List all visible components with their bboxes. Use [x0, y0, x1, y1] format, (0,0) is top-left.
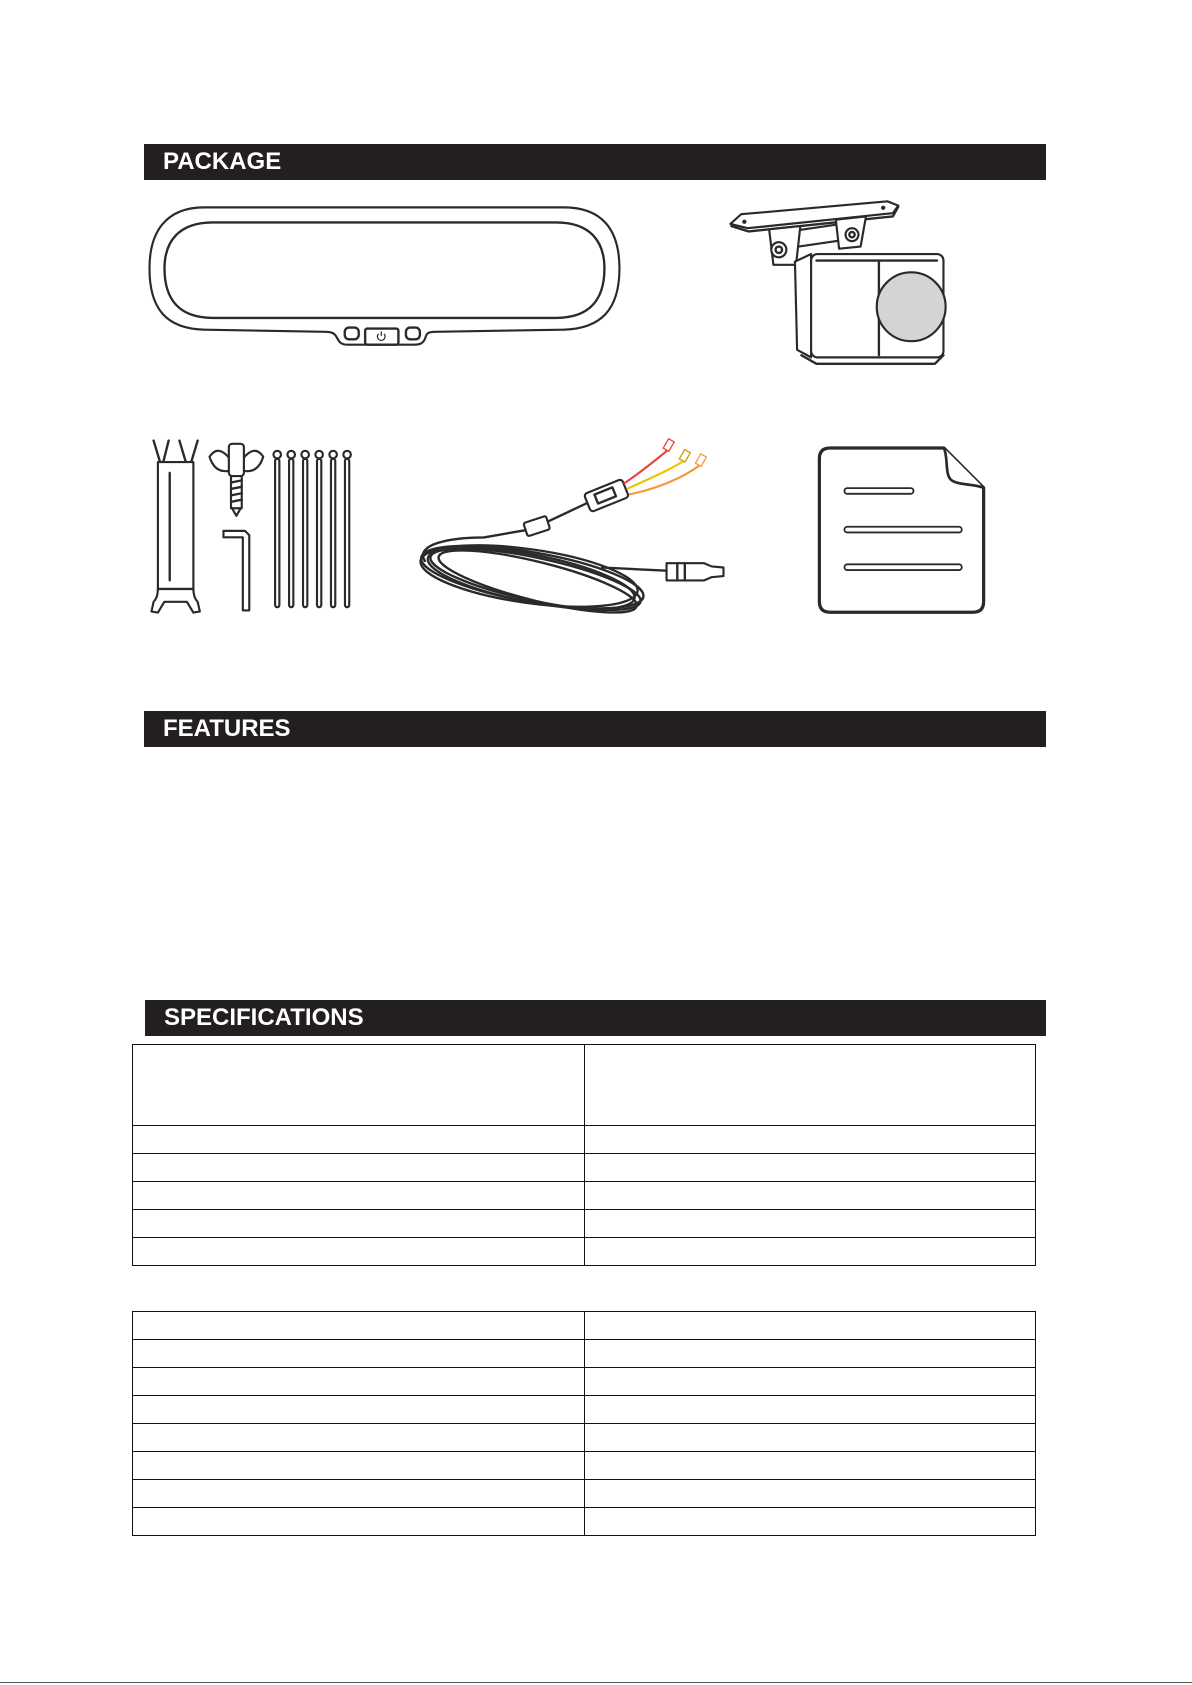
table-row [133, 1396, 1036, 1424]
spec-label-cell [133, 1154, 585, 1182]
spec-table [132, 1311, 1036, 1536]
spec-label-cell [133, 1424, 585, 1452]
fuse-holder [584, 479, 629, 512]
spec-value-cell [585, 1368, 1036, 1396]
spec-value-cell [585, 1126, 1036, 1154]
spec-label-cell [133, 1045, 585, 1126]
specifications-title: SPECIFICATIONS [164, 1004, 364, 1031]
table-row [133, 1182, 1036, 1210]
spec-label-cell [133, 1480, 585, 1508]
manual-text-lines [847, 491, 959, 567]
table-row [133, 1312, 1036, 1340]
specifications-section-header [145, 1000, 1046, 1036]
mounting-kit-icon [145, 433, 360, 618]
table-row [133, 1480, 1036, 1508]
spec-value-cell [585, 1340, 1036, 1368]
spec-value-cell [585, 1312, 1036, 1340]
spec-value-cell [585, 1480, 1036, 1508]
table-row [133, 1508, 1036, 1536]
spec-value-cell [585, 1452, 1036, 1480]
package-section-header [144, 144, 1046, 180]
spec-label-cell [133, 1368, 585, 1396]
features-section-header [144, 711, 1046, 747]
rearview-mirror-icon [145, 202, 625, 349]
table-row [133, 1340, 1036, 1368]
backup-camera-icon [725, 197, 951, 366]
lead-wires [624, 439, 707, 495]
spec-value-cell [585, 1424, 1036, 1452]
spec-label-cell [133, 1182, 585, 1210]
package-title: PACKAGE [163, 148, 282, 175]
spec-label-cell [133, 1210, 585, 1238]
spec-table [132, 1044, 1036, 1266]
cable-coil [417, 533, 648, 625]
spec-value-cell [585, 1182, 1036, 1210]
power-cable-icon [412, 430, 731, 618]
mirror-bracket [151, 441, 199, 613]
mirror-frame [149, 207, 619, 344]
spec-value-cell [585, 1508, 1036, 1536]
zip-ties [273, 451, 350, 607]
table-row [133, 1424, 1036, 1452]
spec-value-cell [585, 1154, 1036, 1182]
spec-label-cell [133, 1238, 585, 1266]
table-row [133, 1452, 1036, 1480]
camera-lens [877, 272, 946, 341]
spec-value-cell [585, 1210, 1036, 1238]
spec-label-cell [133, 1126, 585, 1154]
table-row [133, 1045, 1036, 1126]
manual-icon [814, 438, 989, 618]
allen-key [223, 531, 249, 611]
table-row [133, 1126, 1036, 1154]
spec-label-cell [133, 1508, 585, 1536]
page-bottom-rule [0, 1682, 1192, 1683]
table-row [133, 1238, 1036, 1266]
wing-bolt [210, 444, 264, 516]
table-row [133, 1154, 1036, 1182]
table-row [133, 1368, 1036, 1396]
spec-value-cell [585, 1238, 1036, 1266]
table-row [133, 1210, 1036, 1238]
spec-label-cell [133, 1452, 585, 1480]
spec-value-cell [585, 1045, 1036, 1126]
spec-label-cell [133, 1312, 585, 1340]
spec-value-cell [585, 1396, 1036, 1424]
spec-label-cell [133, 1340, 585, 1368]
spec-label-cell [133, 1396, 585, 1424]
features-title: FEATURES [163, 715, 291, 742]
